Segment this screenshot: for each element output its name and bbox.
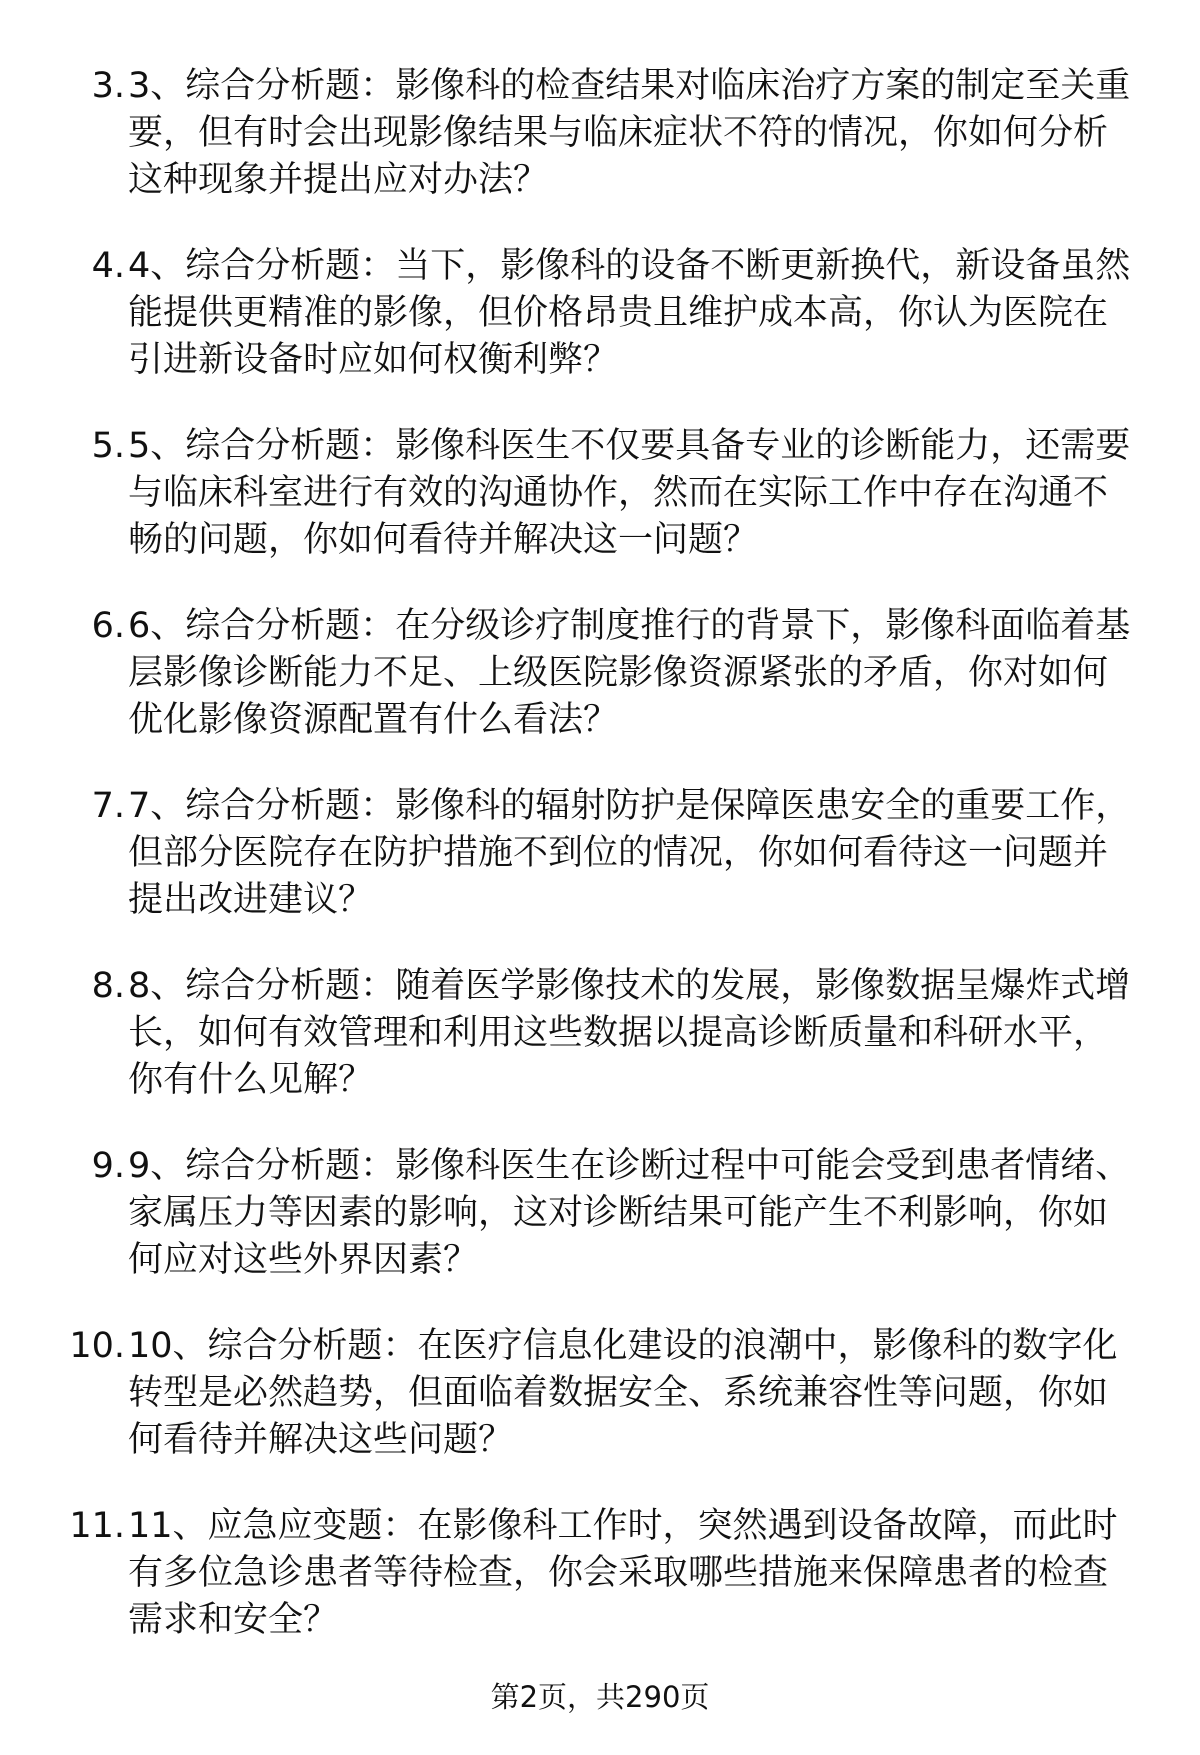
question-text-line: 要，但有时会出现影像结果与临床症状不符的情况，你如何分析 — [128, 113, 1109, 153]
question-text-line: 5、综合分析题：影像科医生不仅要具备专业的诊断能力，还需要 — [128, 426, 1131, 466]
question-number: 6. — [91, 606, 125, 646]
question-number: 10. — [69, 1326, 125, 1366]
question-text — [128, 63, 1168, 204]
question-number: 8. — [91, 966, 125, 1006]
question-text-line: 与临床科室进行有效的沟通协作，然而在实际工作中存在沟通不 — [128, 473, 1109, 513]
question-number: 4. — [91, 246, 125, 286]
question-text-line: 11、应急应变题：在影像科工作时，突然遇到设备故障，而此时 — [128, 1506, 1118, 1546]
question-text-line: 10、综合分析题：在医疗信息化建设的浪潮中，影像科的数字化 — [128, 1326, 1118, 1366]
question-item — [0, 1323, 1200, 1464]
question-item — [0, 63, 1200, 204]
question-item — [0, 963, 1200, 1104]
question-text-line: 转型是必然趋势，但面临着数据安全、系统兼容性等问题，你如 — [128, 1373, 1109, 1413]
question-text-line: 4、综合分析题：当下，影像科的设备不断更新换代，新设备虽然 — [128, 246, 1131, 286]
question-text-line: 需求和安全？ — [128, 1600, 339, 1640]
question-number: 11. — [69, 1506, 125, 1546]
question-text-line: 家属压力等因素的影响，这对诊断结果可能产生不利影响，你如 — [128, 1193, 1109, 1233]
question-text-line: 能提供更精准的影像，但价格昂贵且维护成本高，你认为医院在 — [128, 293, 1109, 333]
question-item — [0, 1143, 1200, 1284]
question-text-line: 3、综合分析题：影像科的检查结果对临床治疗方案的制定至关重 — [128, 66, 1131, 106]
question-list — [0, 63, 1200, 1683]
question-text — [128, 783, 1168, 924]
question-text-line: 6、综合分析题：在分级诊疗制度推行的背景下，影像科面临着基 — [128, 606, 1131, 646]
question-text-line: 8、综合分析题：随着医学影像技术的发展，影像数据呈爆炸式增 — [128, 966, 1131, 1006]
question-text-line: 这种现象并提出应对办法？ — [128, 160, 549, 200]
question-text — [128, 243, 1168, 384]
question-text — [128, 603, 1168, 744]
question-item — [0, 783, 1200, 924]
question-item — [0, 603, 1200, 744]
question-text-line: 何应对这些外界因素？ — [128, 1240, 479, 1280]
question-text-line: 但部分医院存在防护措施不到位的情况，你如何看待这一问题并 — [128, 833, 1109, 873]
question-text-line: 优化影像资源配置有什么看法？ — [128, 700, 619, 740]
question-text-line: 提出改进建议？ — [128, 880, 374, 920]
question-text-line: 7、综合分析题：影像科的辐射防护是保障医患安全的重要工作， — [128, 786, 1131, 826]
question-text-line: 引进新设备时应如何权衡利弊？ — [128, 340, 619, 380]
question-number: 7. — [91, 786, 125, 826]
question-text-line: 你有什么见解？ — [128, 1060, 374, 1100]
question-text — [128, 963, 1168, 1104]
question-text — [128, 1323, 1168, 1464]
question-text-line: 有多位急诊患者等待检查，你会采取哪些措施来保障患者的检查 — [128, 1553, 1109, 1593]
question-number: 5. — [91, 426, 125, 466]
question-number: 9. — [91, 1146, 125, 1186]
question-item — [0, 423, 1200, 564]
question-item — [0, 243, 1200, 384]
question-text — [128, 1503, 1168, 1644]
question-text — [128, 423, 1168, 564]
question-text-line: 何看待并解决这些问题？ — [128, 1420, 514, 1460]
question-text — [128, 1143, 1168, 1284]
question-text-line: 长，如何有效管理和利用这些数据以提高诊断质量和科研水平， — [128, 1013, 1109, 1053]
question-text-line: 畅的问题，你如何看待并解决这一问题？ — [128, 520, 759, 560]
question-text-line: 9、综合分析题：影像科医生在诊断过程中可能会受到患者情绪、 — [128, 1146, 1131, 1186]
question-item — [0, 1503, 1200, 1644]
question-number: 3. — [91, 66, 125, 106]
question-text-line: 层影像诊断能力不足、上级医院影像资源紧张的矛盾，你对如何 — [128, 653, 1109, 693]
page-number-footer: 第2页，共290页 — [490, 1680, 710, 1714]
